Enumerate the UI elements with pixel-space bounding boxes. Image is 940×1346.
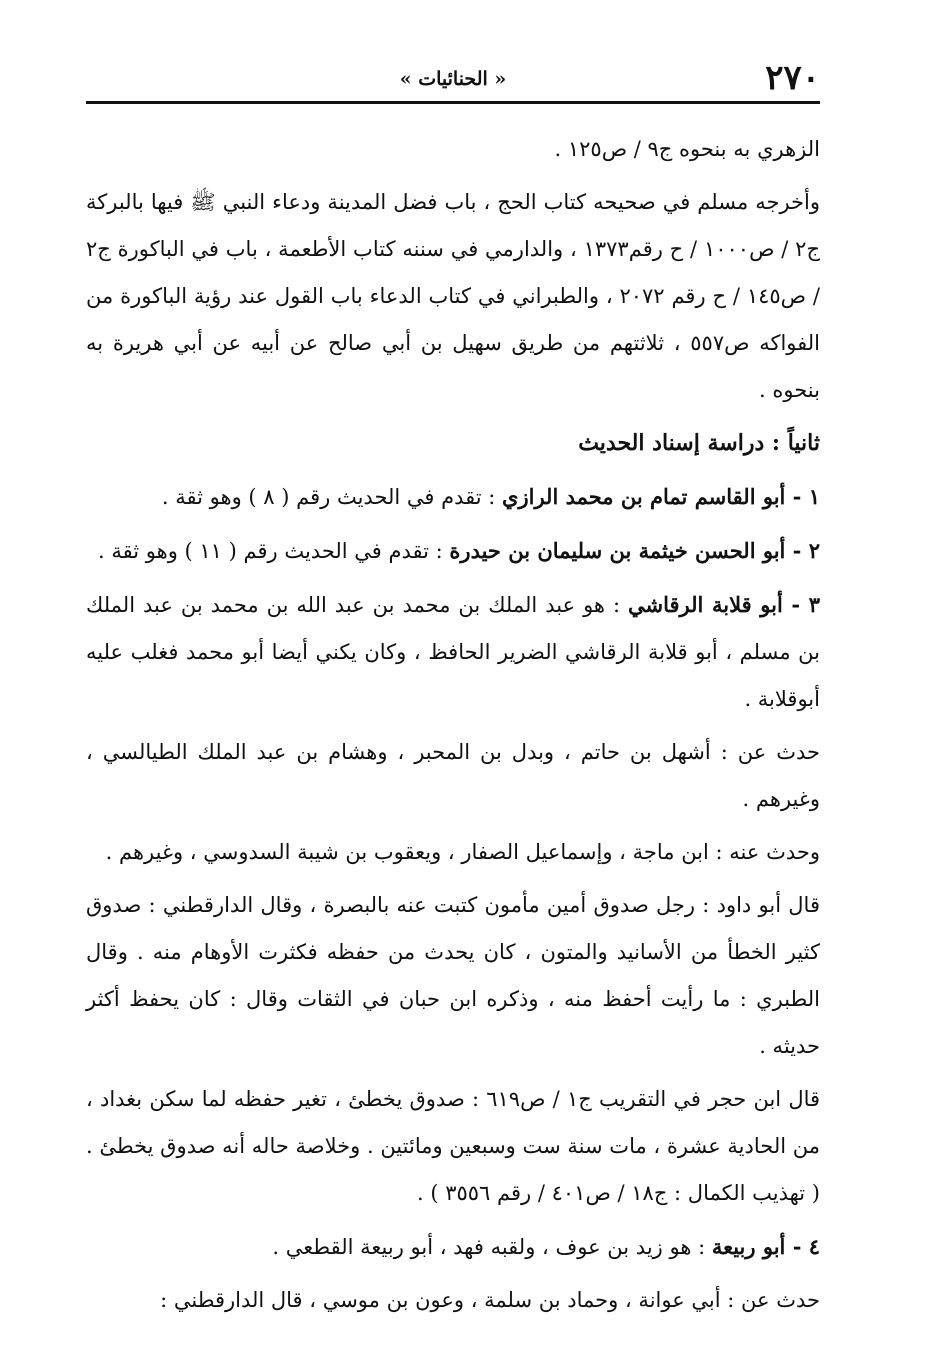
narrator-name: ٢ - أبو الحسن خيثمة بن سليمان بن حيدرة — [449, 538, 820, 563]
narrator-entry-4 — [86, 1223, 820, 1271]
paragraph-text: قال أبو داود : رجل صدوق أمين مأمون كتبت عنه بالبصرة ، وقال الدارقطني : صدوق كثير الخطأ من الأسانيد والمتون ، كان يحدث من حفظه فكثرت الأوهام منه . وقال الطبري : ما رأيت أحفظ منه ، وذكره ابن حبان في الثقات وقال : كان يحفظ أكثر حديثه . — [86, 893, 820, 1058]
paragraph-narrated-from-2 — [86, 1277, 820, 1324]
page-header — [86, 58, 820, 102]
page-body — [86, 126, 820, 1330]
paragraph-text: وأخرجه مسلم في صحيحه كتاب الحج ، باب فضل المدينة ودعاء النبي ﷺ فيها بالبركة ج٢ / ص١٠٠٠ / ح رقم١٣٧٣ ، والدارمي في سننه كتاب الأطعمة ، باب في الباكورة ج٢ / ص١٤٥ / ح رقم ٢٠٧٢ ، والطبراني في كتاب الدعاء باب القول عند رؤية الباكورة من الفواكه ص٥٥٧ ، ثلاثتهم من طريق سهيل بن أبي صالح عن أبيه عن أبي هريرة به بنحوه . — [86, 190, 821, 402]
header-rule — [86, 101, 820, 104]
running-title: « الحنائيات » — [399, 68, 507, 90]
page-number: ٢٧٠ — [765, 58, 820, 98]
section-heading — [86, 420, 820, 467]
narrator-name: ٣ - أبو قلابة الرقاشي — [628, 592, 820, 617]
narrator-note: : هو زيد بن عوف ، ولقبه فهد ، أبو ربيعة القطعي . — [272, 1235, 712, 1259]
narrator-entry-2 — [86, 527, 820, 575]
paragraph-citation-continued — [86, 126, 820, 173]
paragraph-scholar-opinions — [86, 882, 820, 1070]
narrator-entry-1 — [86, 473, 820, 521]
paragraph-text: حدث عن : أبي عوانة ، وحماد بن سلمة ، وعون بن موسي ، قال الدارقطني : — [160, 1288, 820, 1312]
narrator-note: : هو عبد الملك بن محمد بن عبد الله بن محمد بن عبد الملك بن مسلم ، أبو قلابة الرقاشي الضرير الحافظ ، وكان يكني أيضا أبو محمد فغلب عليه أبوقلابة . — [86, 593, 820, 711]
narrator-entry-3 — [86, 581, 820, 723]
narrator-name: ٤ - أبو ربيعة — [711, 1234, 820, 1259]
paragraph-text: وحدث عنه : ابن ماجة ، وإسماعيل الصفار ، ويعقوب بن شيبة السدوسي ، وغيرهم . — [105, 840, 820, 864]
paragraph-text: قال ابن حجر في التقريب ج١ / ص٦١٩ : صدوق يخطئ ، تغير حفظه لما سكن بغداد ، من الحادية عشرة ، مات سنة ست وسبعين ومائتين . وخلاصة حاله أنه صدوق يخطئ . ( تهذيب الكمال : ج١٨ / ص٤٠١ / رقم ٣٥٥٦ ) . — [86, 1087, 821, 1205]
paragraph-text: الزهري به بنحوه ج٩ / ص١٢٥ . — [554, 137, 820, 161]
narrator-note: : تقدم في الحديث رقم ( ١١ ) وهو ثقة . — [98, 539, 450, 563]
paragraph-narrated-from — [86, 729, 820, 823]
paragraph-narrated-by — [86, 829, 820, 876]
narrator-name: ١ - أبو القاسم تمام بن محمد الرازي — [502, 484, 820, 509]
paragraph-takhrij — [86, 179, 820, 414]
section-heading-text: ثانياً : دراسة إسناد الحديث — [578, 430, 820, 456]
paragraph-ibn-hajar — [86, 1076, 820, 1217]
paragraph-text: حدث عن : أشهل بن حاتم ، وبدل بن المحبر ، وهشام بن عبد الملك الطيالسي ، وغيرهم . — [86, 740, 820, 811]
narrator-note: : تقدم في الحديث رقم ( ٨ ) وهو ثقة . — [161, 485, 503, 509]
